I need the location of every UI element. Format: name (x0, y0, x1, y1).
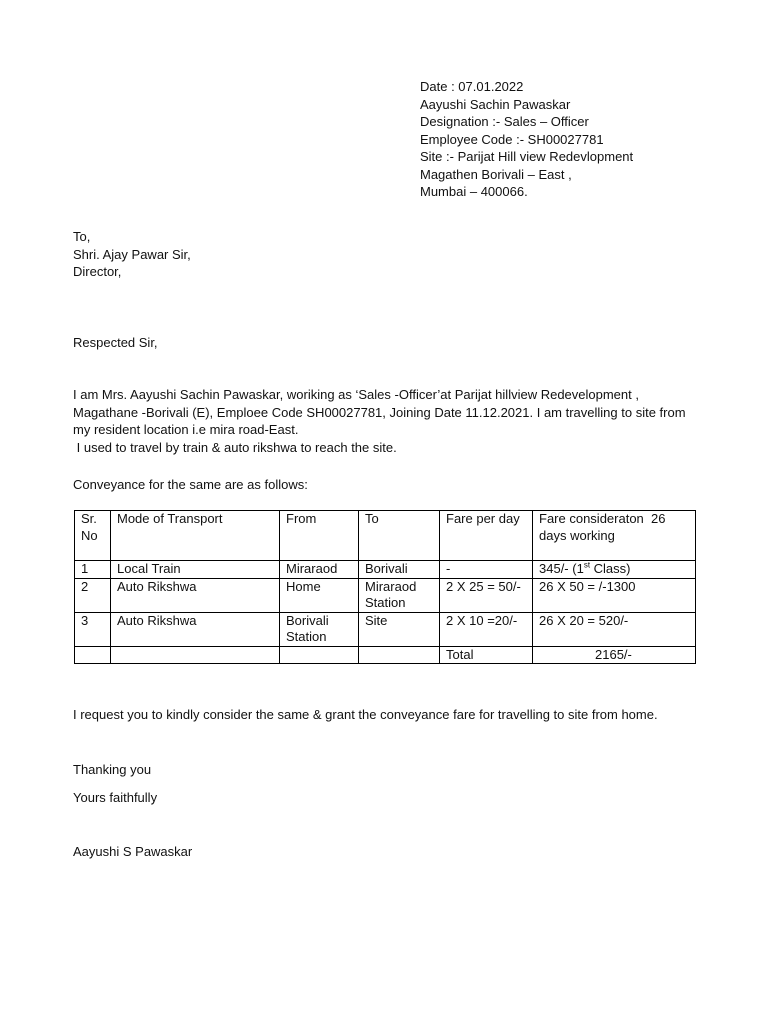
recipient-to: To, (73, 229, 91, 244)
cell-empty (280, 646, 359, 664)
cell-fare-per-day: - (440, 561, 533, 579)
header-to: To (359, 511, 440, 561)
fare-consideration-superscript: st (583, 560, 591, 570)
total-value: 2165/- (533, 646, 696, 664)
cell-mode: Local Train (111, 561, 280, 579)
sender-address-line1: Magathen Borivali – East , (420, 166, 572, 182)
salutation: Respected Sir, (73, 335, 158, 350)
cell-from (280, 612, 359, 646)
cell-to (359, 578, 440, 612)
cell-fare-per-day: 2 X 25 = 50/- (440, 578, 533, 612)
letter-date: Date : 07.01.2022 (420, 79, 524, 94)
recipient-name: Shri. Ajay Pawar Sir, (73, 246, 191, 262)
cell-mode: Auto Rikshwa (111, 612, 280, 646)
header-sr-no (75, 511, 111, 561)
cell-mode: Auto Rikshwa (111, 578, 280, 612)
cell-from: Miraraod (280, 561, 359, 579)
cell-from-line1: Borivali (286, 612, 329, 628)
thanking-line: Thanking you (73, 762, 152, 777)
sender-designation: Designation :- Sales – Officer (420, 114, 589, 129)
body-line: I am Mrs. Aayushi Sachin Pawaskar, woriking as ‘Sales -Officer’at Parijat hillview Redevelopment , (73, 387, 639, 402)
body-paragraph (73, 386, 713, 456)
header-fare-consideration (533, 511, 696, 561)
cell-sr: 2 (75, 578, 111, 612)
cell-fare-per-day: 2 X 10 =20/- (440, 612, 533, 646)
cell-empty (111, 646, 280, 664)
total-label: Total (440, 646, 533, 664)
table-row (75, 578, 696, 612)
header-fare-per-day: Fare per day (440, 511, 533, 561)
header-fare-consideration-line1: Fare consideraton 26 (539, 511, 666, 526)
table-row (75, 612, 696, 646)
recipient-block (73, 228, 191, 281)
table-row (75, 561, 696, 579)
fare-consideration-suffix: Class) (590, 561, 631, 576)
cell-to: Borivali (359, 561, 440, 579)
cell-empty (75, 646, 111, 664)
conveyance-intro: Conveyance for the same are as follows: (73, 477, 308, 492)
cell-sr: 1 (75, 561, 111, 579)
cell-fare-consideration (533, 561, 696, 579)
sender-name: Aayushi Sachin Pawaskar (420, 96, 571, 112)
signature-name: Aayushi S Pawaskar (73, 844, 193, 859)
request-paragraph: I request you to kindly consider the same & grant the conveyance fare for travelling to site from home. (73, 707, 658, 722)
header-fare-consideration-line2: days working (539, 527, 615, 543)
cell-fare-consideration: 26 X 20 = 520/- (533, 612, 696, 646)
body-line: I used to travel by train & auto rikshwa to reach the site. (73, 439, 397, 455)
cell-from: Home (280, 578, 359, 612)
conveyance-table (74, 510, 696, 664)
sender-site: Site :- Parijat Hill view Redevlopment (420, 149, 634, 164)
table-header-row (75, 511, 696, 561)
cell-to: Site (359, 612, 440, 646)
sender-header (420, 78, 633, 201)
cell-fare-consideration: 26 X 50 = /-1300 (533, 578, 696, 612)
sender-employee-code: Employee Code :- SH00027781 (420, 131, 604, 147)
fare-consideration-value: 345/- (1 (539, 561, 584, 576)
cell-to-line1: Miraraod (365, 578, 417, 594)
header-sr-line2: No (81, 527, 98, 543)
table-total-row (75, 646, 696, 664)
cell-from-line2: Station (286, 629, 327, 644)
header-from: From (280, 511, 359, 561)
body-line: my resident location i.e mira road-East. (73, 422, 299, 437)
header-mode: Mode of Transport (111, 511, 280, 561)
sender-address-line2: Mumbai – 400066. (420, 184, 528, 199)
header-sr-line1: Sr. (81, 511, 97, 526)
cell-sr: 3 (75, 612, 111, 646)
body-line: Magathane -Borivali (E), Emploee Code SH00027781, Joining Date 11.12.2021. I am travelling to site from (73, 404, 686, 420)
recipient-title: Director, (73, 264, 122, 279)
cell-to-line2: Station (365, 595, 406, 610)
cell-empty (359, 646, 440, 664)
closing-line: Yours faithfully (73, 790, 158, 805)
